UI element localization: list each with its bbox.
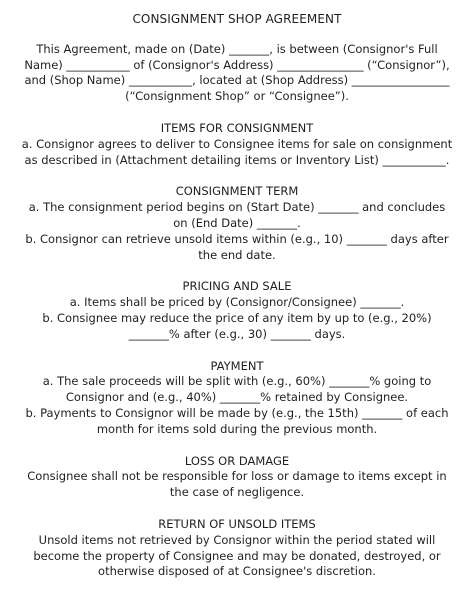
- payment-section: [20, 359, 454, 438]
- section-heading: LOSS OR DAMAGE: [184, 453, 290, 468]
- return-of-unsold-items-section: [20, 517, 454, 580]
- pricing-and-sale-section: [20, 279, 454, 342]
- consignment-term-section: [20, 184, 454, 263]
- section-heading: ITEMS FOR CONSIGNMENT: [160, 120, 314, 135]
- section-paragraph: a. Items shall be priced by (Consignor/Consignee) _______.: [69, 295, 405, 310]
- section-heading: CONSIGNMENT TERM: [175, 184, 299, 199]
- loss-or-damage-section: [20, 454, 454, 501]
- section-paragraph: a. Consignor agrees to deliver to Consignee items for sale on consignment as described in (Attachment detailing items or Inventory List) ___________.: [21, 136, 453, 167]
- section-heading: PAYMENT: [210, 358, 264, 373]
- section-heading: PRICING AND SALE: [182, 279, 292, 294]
- section-paragraph: b. Consignor can retrieve unsold items within (e.g., 10) _______ days after the end date.: [25, 231, 449, 262]
- section-heading: RETURN OF UNSOLD ITEMS: [158, 516, 316, 531]
- section-paragraph: Consignee shall not be responsible for loss or damage to items except in the case of negligence.: [27, 469, 447, 500]
- section-paragraph: b. Payments to Consignor will be made by (e.g., the 15th) _______ of each month for items sold during the previous month.: [25, 405, 449, 436]
- section-paragraph: Unsold items not retrieved by Consignor within the period stated will become the property of Consignee and may be donated, destroyed, or otherwise disposed of at Consignee's discretion.: [33, 532, 441, 579]
- section-paragraph: a. The consignment period begins on (Start Date) _______ and concludes on (End Date) _______.: [28, 200, 446, 230]
- section-paragraph: b. Consignee may reduce the price of any item by up to (e.g., 20%) _______% after (e.g., 30) _______ days.: [42, 310, 432, 341]
- document-title: CONSIGNMENT SHOP AGREEMENT: [132, 12, 342, 26]
- agreement-introduction: This Agreement, made on (Date) _______, is between (Consignor's Full Name) ___________ of (Consignor's Address) _______________ (“Consignor”), and (Shop Name) ___________, located at (Shop Address) _________________ (“Consignment Shop” or “Consignee”).: [24, 41, 450, 104]
- items-for-consignment-section: [20, 121, 454, 168]
- section-paragraph: a. The sale proceeds will be split with (e.g., 60%) _______% going to Consignor and (e.g., 40%) _______% retained by Consignee.: [42, 374, 432, 405]
